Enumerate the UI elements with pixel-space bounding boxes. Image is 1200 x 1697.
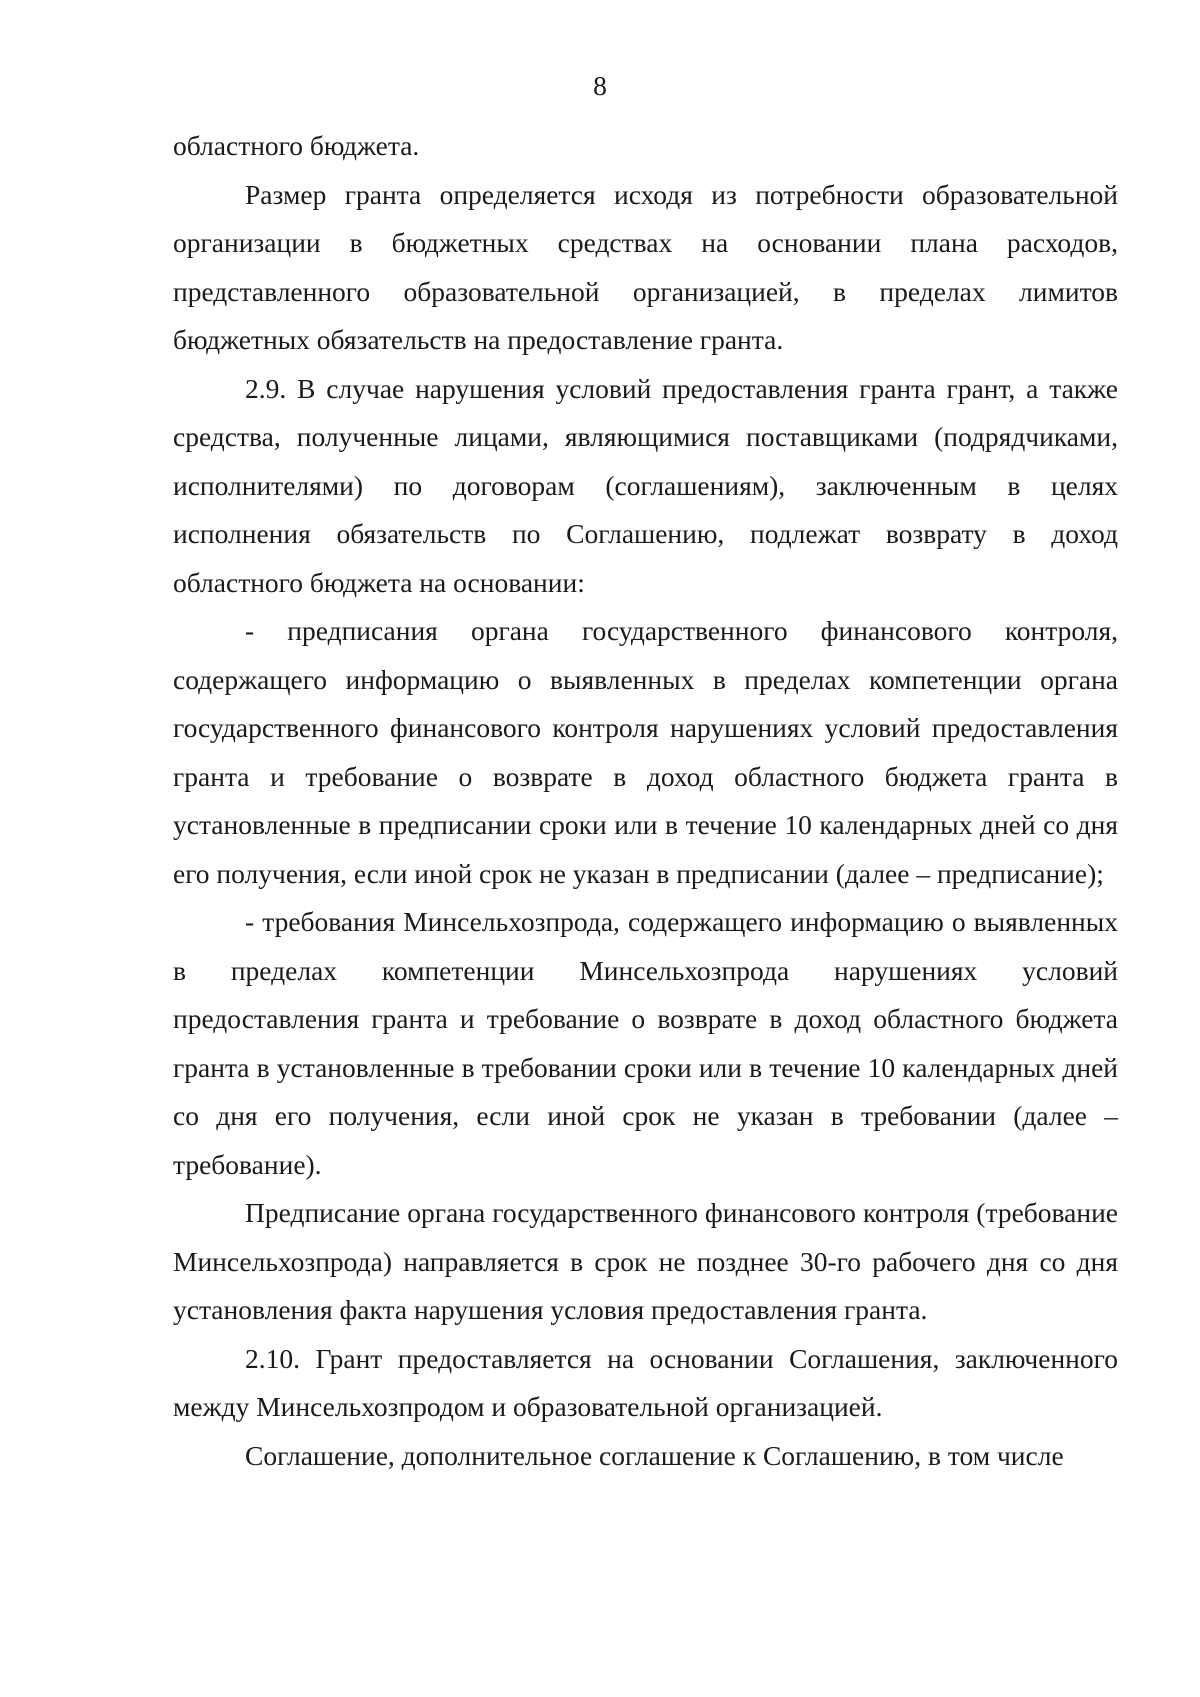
document-body — [173, 122, 1118, 1480]
list-item-prescription: - предписания органа государственного финансового контроля, содержащего информацию о выявленных в пределах компетенции органа государственного финансового контроля нарушениях условий предоставления гранта и требование о возврате в доход областного бюджета гранта в установленные в предписании сроки или в течение 10 календарных дней со дня его получения, если иной срок не указан в предписании (далее – предписание); — [173, 615, 1118, 889]
paragraph-prescription-deadline: Предписание органа государственного финансового контроля (требование Минсельхозпрода) направляется в срок не позднее 30-го рабочего дня со дня установления факта нарушения условия предоставления гранта. — [173, 1197, 1118, 1325]
paragraph-2-9: 2.9. В случае нарушения условий предоставления гранта грант, а также средства, полученные лицами, являющимися поставщиками (подрядчиками, исполнителями) по договорам (соглашениям), заключенным в целях исполнения обязательств по Соглашению, подлежат возврату в доход областного бюджета на основании: — [173, 372, 1118, 598]
paragraph-continuation: областного бюджета. — [173, 130, 420, 161]
paragraph-2-10: 2.10. Грант предоставляется на основании Соглашения, заключенного между Минсельхозпродом и образовательной организацией. — [173, 1342, 1118, 1422]
paragraph-grant-size: Размер гранта определяется исходя из потребности образовательной организации в бюджетных средствах на основании плана расходов, представленного образовательной организацией, в пределах лимитов бюджетных обязательств на предоставление гранта. — [173, 178, 1118, 355]
paragraph-agreement: Соглашение, дополнительное соглашение к Соглашению, в том числе — [245, 1439, 1064, 1471]
list-item-requirement: - требования Минсельхозпрода, содержащего информацию о выявленных в пределах компетенции Минсельхозпрода нарушениях условий предоставления гранта и требование о возврате в доход областного бюджета гранта в установленные в требовании сроки или в течение 10 календарных дней со дня его получения, если иной срок не указан в требовании (далее – требование). — [173, 906, 1118, 1180]
page-number: 8 — [593, 70, 607, 101]
